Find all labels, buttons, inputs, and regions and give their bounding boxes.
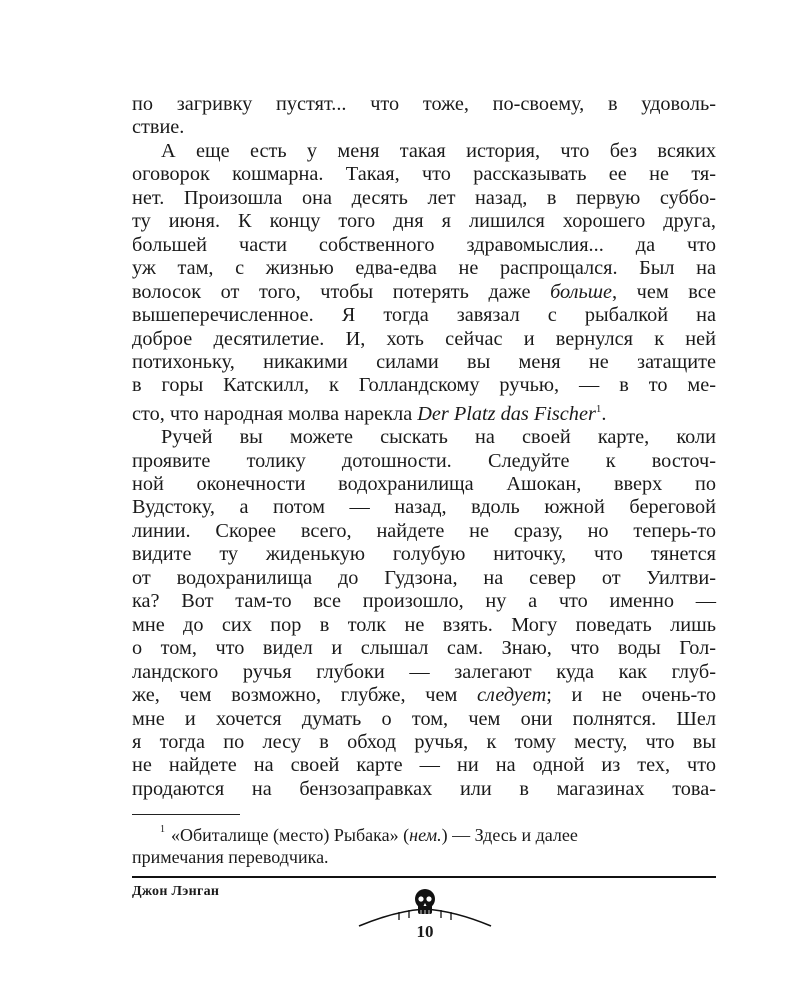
italic-run: Der Platz das Fischer (417, 402, 596, 425)
footnote-text: «Обиталище (место) Рыбака» ( (171, 825, 410, 845)
text-line: ствие. (132, 116, 185, 139)
footnote (132, 821, 716, 868)
text-line: большей части собственного здравомыслия... да что (132, 233, 716, 256)
text-line: уж там, с жизнью едва-едва не распрощался. Был на (132, 257, 716, 280)
text-line: ту июня. К концу того дня я лишился хорошего друга, (132, 210, 716, 233)
text-line: Вудстоку, а потом — назад, вдоль южной береговой (132, 496, 716, 519)
page-number: 10 (416, 922, 434, 941)
footnote-italic: нем. (409, 825, 442, 845)
text-line: не найдете на своей карте — ни на одной из тех, что (132, 754, 716, 777)
text-line: по загривку пустят... что тоже, по-своему, в удоволь- (132, 93, 716, 115)
text-line: оговорок кошмарна. Такая, что рассказывать ее не тя- (132, 163, 716, 186)
text-line: А еще есть у меня такая история, что без всяких (161, 139, 716, 162)
text-line: мне и хочется думать о том, чем они полнятся. Шел (132, 707, 716, 730)
text-line: ландского ручья глубоки — залегают куда как глуб- (132, 660, 716, 683)
text-line: ка? Вот там-то все произошло, ну а что именно — (132, 590, 716, 613)
running-footer-author: Джон Лэнган (132, 884, 220, 899)
italic-run: следует (477, 684, 547, 707)
text-run: ; и не очень-то (546, 684, 716, 707)
text-line: о том, что видел и слышал сам. Знаю, что воды Гол- (132, 637, 716, 660)
italic-run: больше (550, 280, 613, 303)
text-line: линии. Скорее всего, найдете не сразу, но теперь-то (132, 519, 716, 542)
text-line: от водохранилища до Гудзона, на север от Уилтви- (132, 566, 716, 589)
text-run: , чем все (612, 280, 716, 303)
footnote-ref: 1 (595, 402, 602, 415)
text-line: Ручей вы можете сыскать на своей карте, коли (161, 426, 716, 449)
text-line: продаются на бензозаправках или в магазинах това- (132, 777, 716, 800)
text-run: волосок от того, чтобы потерять даже (132, 280, 551, 303)
text-line (132, 684, 716, 707)
text-line: нет. Произошла она десять лет назад, в первую суббо- (132, 186, 716, 209)
text-line (132, 281, 716, 304)
text-line: доброе десятилетие. И, хоть сейчас и вернулся к ней (132, 327, 716, 350)
text-line: сто, что народная молва нарекла Der Platz das Fischer$^1$. (132, 402, 607, 425)
text-run: же, чем возможно, глубже, чем (132, 684, 477, 707)
footnote-line (132, 821, 716, 846)
text-line: вышеперечисленное. Я тогда завязал с рыбалкой на (132, 304, 716, 327)
text-line: мне до сих пор в толк не взять. Могу поведать лишь (132, 613, 716, 636)
text-line: проявите толику дотошности. Следуйте к восточ- (132, 449, 716, 472)
footer-divider (132, 876, 716, 878)
footnote-divider (132, 814, 240, 815)
text-line: я тогда по лесу в обход ручья, к тому месту, что вы (132, 731, 716, 753)
footnote-line: примечания переводчика. (132, 847, 329, 867)
text-line: потихоньку, никакими силами вы меня не затащите (132, 350, 716, 373)
text-run: сто, что народная молва нарекла (132, 402, 418, 425)
text-line: в горы Катскилл, к Голландскому ручью, — в то ме- (132, 374, 716, 397)
body-text (132, 93, 716, 801)
text-line: видите ту жиденькую голубую ниточку, что тянется (132, 543, 716, 566)
footnote-text: ) — Здесь и далее (441, 825, 578, 845)
footnote-mark: 1 (160, 824, 165, 835)
text-line: ной оконечности водохранилища Ашокан, вверх по (132, 473, 716, 496)
